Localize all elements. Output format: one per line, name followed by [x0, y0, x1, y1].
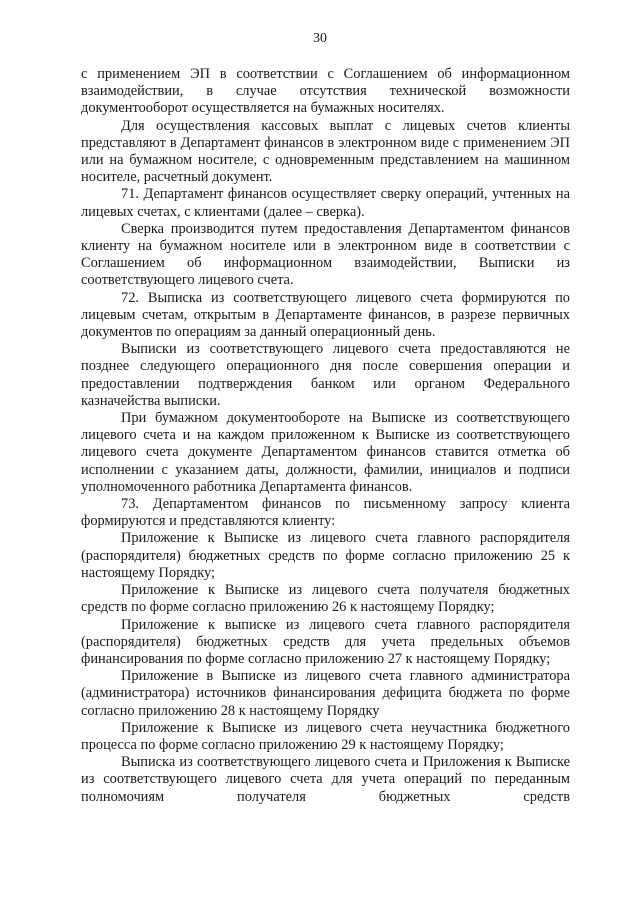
paragraph-10: Приложение к Выписке из лицевого счета получателя бюджетных средств по форме согласно приложению 26 к настоящему Порядку; [81, 582, 570, 616]
paragraph-12: Приложение в Выписке из лицевого счета главного администратора (администратора) источников финансирования дефицита бюджета по форме согласно приложению 28 к настоящему Порядку [81, 668, 570, 719]
paragraph-2: Для осуществления кассовых выплат с лицевых счетов клиенты представляют в Департамент финансов в электронном виде с применением ЭП или на бумажном носителе, с одновременным представлением на машинном носителе, расчетный документ. [81, 117, 570, 186]
paragraph-13: Приложение к Выписке из лицевого счета неучастника бюджетного процесса по форме согласно приложению 29 к настоящему Порядку; [81, 719, 570, 753]
paragraph-6: Выписки из соответствующего лицевого счета предоставляются не позднее следующего операционного дня после совершения операции и предоставлении подтверждения банком или органом Федерального казначейства выписки. [81, 341, 570, 409]
paragraph-9: Приложение к Выписке из лицевого счета главного распорядителя (распорядителя) бюджетных средств по форме согласно приложению 25 к настоящему Порядку; [81, 530, 570, 581]
paragraph-14: Выписка из соответствующего лицевого счета и Приложения к Выписке из соответствующего лицевого счета для учета операций по переданным полномочиям получателя бюджетных средств [81, 754, 570, 805]
document-body [81, 66, 570, 806]
paragraph-5: 72. Выписка из соответствующего лицевого счета формируются по лицевым счетам, открытым в Департаменте финансов, в разрезе первичных документов по операциям за данный операционный день. [81, 289, 570, 341]
paragraph-1: с применением ЭП в соответствии с Соглашением об информационном взаимодействии, в случае отсутствия технической возможности документооборот осуществляется на бумажных носителях. [81, 66, 570, 117]
paragraph-3: 71. Департамент финансов осуществляет сверку операций, учтенных на лицевых счетах, с клиентами (далее – сверка). [81, 186, 570, 220]
paragraph-4: Сверка производится путем предоставления Департаментом финансов клиенту на бумажном носителе или в электронном виде в соответствии с Соглашением об информационном взаимодействии, Выписки из соответствующего лицевого счета. [81, 220, 570, 289]
paragraph-8: 73. Департаментом финансов по письменному запросу клиента формируются и представляются клиенту: [81, 496, 570, 530]
paragraph-11: Приложение к выписке из лицевого счета главного распорядителя (распорядителя) бюджетных средств для учета предельных объемов финансирования по форме согласно приложению 27 к настоящему Порядку; [81, 616, 570, 667]
page-number: 30 [313, 31, 327, 46]
paragraph-7: При бумажном документообороте на Выписке из соответствующего лицевого счета и на каждом приложенном к Выписке из соответствующего лицевого счета документе Департаментом финансов ставится отметка об исполнении с указанием даты, должности, фамилии, инициалов и подписи уполномоченного работника Департамента финансов. [81, 410, 570, 495]
